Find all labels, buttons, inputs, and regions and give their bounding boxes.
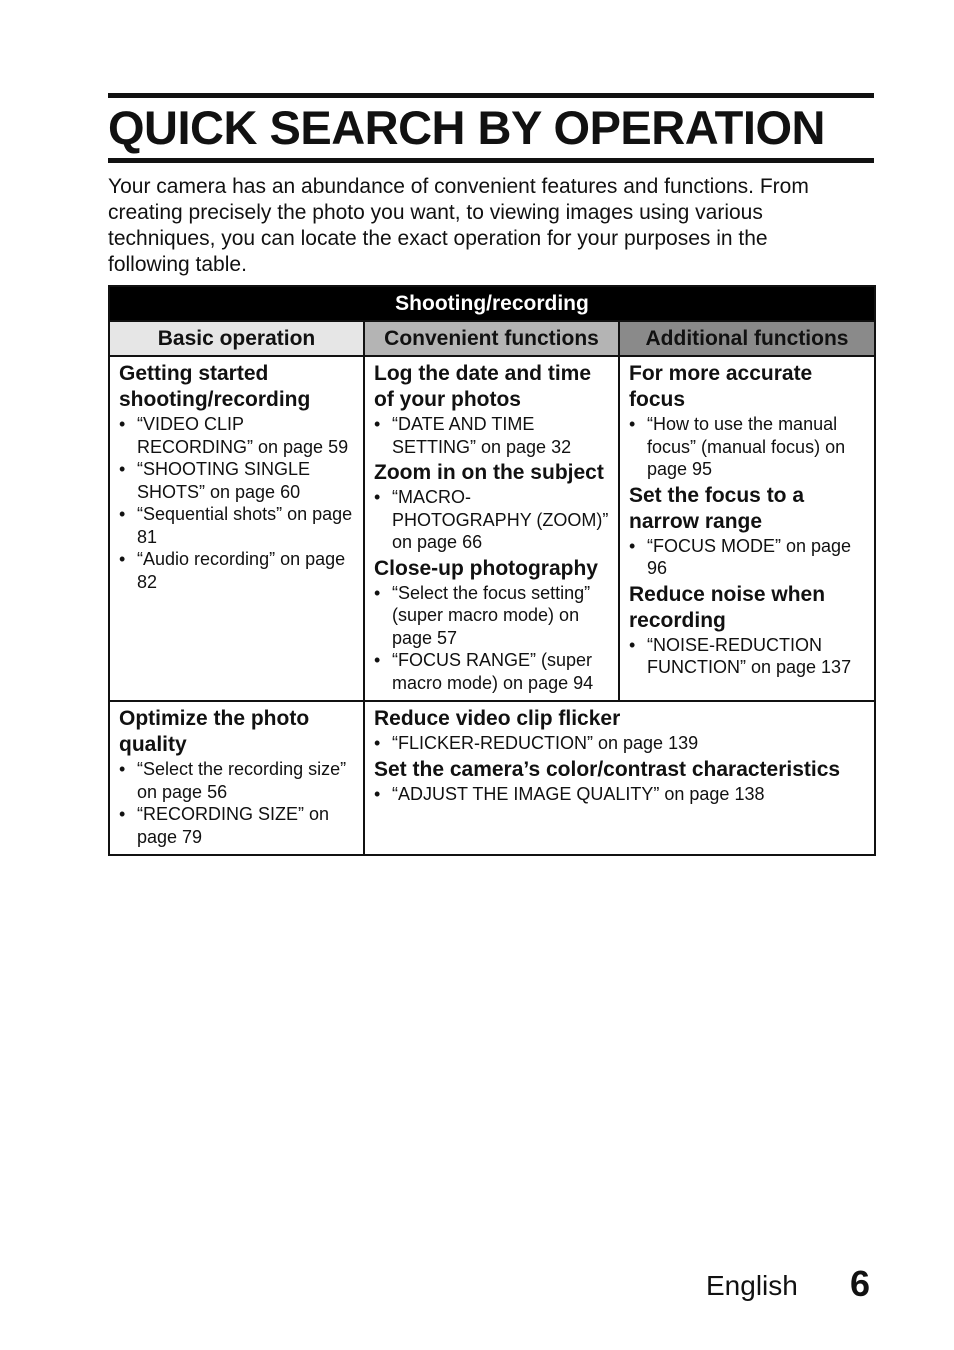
reference-list xyxy=(119,758,355,848)
intro-paragraph xyxy=(108,174,874,278)
reference-item: • “VIDEO CLIP RECORDING” on page 59 xyxy=(119,413,355,458)
intro-line: following table. xyxy=(108,253,247,276)
entry-heading: Zoom in on the subject xyxy=(374,461,604,484)
reference-list xyxy=(629,535,866,580)
reference-item: • “DATE AND TIME SETTING” on page 32 xyxy=(374,413,610,458)
column-header-basic: Basic operation xyxy=(109,321,364,356)
title-rule-bottom xyxy=(108,158,874,163)
reference-list xyxy=(119,413,355,593)
reference-item: • “Audio recording” on page 82 xyxy=(119,548,355,593)
cell-wide-row2 xyxy=(364,701,875,855)
reference-item: • “How to use the manual focus” (manual focus) on page 95 xyxy=(629,413,866,481)
intro-line: Your camera has an abundance of convenient features and functions. From xyxy=(108,175,809,198)
cell-additional-row1 xyxy=(619,356,875,701)
entry-heading: Reduce noise when recording xyxy=(629,582,826,632)
reference-list xyxy=(374,413,610,458)
reference-item: • “FLICKER-REDUCTION” on page 139 xyxy=(374,732,866,755)
reference-item: • “SHOOTING SINGLE SHOTS” on page 60 xyxy=(119,458,355,503)
reference-item: • “MACRO-PHOTOGRAPHY (ZOOM)” on page 66 xyxy=(374,486,610,554)
cell-basic-row2 xyxy=(109,701,364,855)
entry-heading: Optimize the photo quality xyxy=(119,707,310,756)
title-rule-top xyxy=(108,93,874,98)
reference-item: • “FOCUS MODE” on page 96 xyxy=(629,535,866,580)
reference-item: • “ADJUST THE IMAGE QUALITY” on page 138 xyxy=(374,783,866,806)
entry-heading: Close-up photography xyxy=(374,556,598,580)
reference-list xyxy=(374,783,866,806)
footer-language: English xyxy=(706,1270,798,1301)
reference-item: • “Select the recording size” on page 56 xyxy=(119,758,355,803)
reference-item: • “Sequential shots” on page 81 xyxy=(119,503,355,548)
intro-line: techniques, you can locate the exact operation for your purposes in the xyxy=(108,227,768,250)
intro-line: creating precisely the photo you want, to viewing images using various xyxy=(108,201,763,224)
entry-heading: For more accurate focus xyxy=(629,362,813,411)
reference-item: • “Select the focus setting” (super macro mode) on page 57 xyxy=(374,582,610,650)
reference-list xyxy=(374,486,610,554)
column-header-additional: Additional functions xyxy=(619,321,875,356)
operations-table xyxy=(108,285,876,856)
page-number: 6 xyxy=(850,1263,871,1304)
cell-basic-row1 xyxy=(109,356,364,701)
reference-list xyxy=(374,732,866,755)
reference-list xyxy=(374,582,610,695)
entry-heading: Getting started shooting/recording xyxy=(119,362,311,411)
entry-heading: Reduce video clip flicker xyxy=(374,707,621,730)
reference-list xyxy=(629,413,866,481)
cell-convenient-row1 xyxy=(364,356,619,701)
page-title: QUICK SEARCH BY OPERATION xyxy=(108,101,825,154)
entry-heading: Log the date and time of your photos xyxy=(374,362,592,411)
reference-item: • “FOCUS RANGE” (super macro mode) on page 94 xyxy=(374,649,610,694)
reference-list xyxy=(629,634,866,679)
column-header-convenient: Convenient functions xyxy=(364,321,619,356)
reference-item: • “RECORDING SIZE” on page 79 xyxy=(119,803,355,848)
reference-item: • “NOISE-REDUCTION FUNCTION” on page 137 xyxy=(629,634,866,679)
entry-heading: Set the focus to a narrow range xyxy=(629,483,805,533)
table-banner: Shooting/recording xyxy=(109,286,875,321)
entry-heading: Set the camera’s color/contrast characteristics xyxy=(374,757,841,781)
